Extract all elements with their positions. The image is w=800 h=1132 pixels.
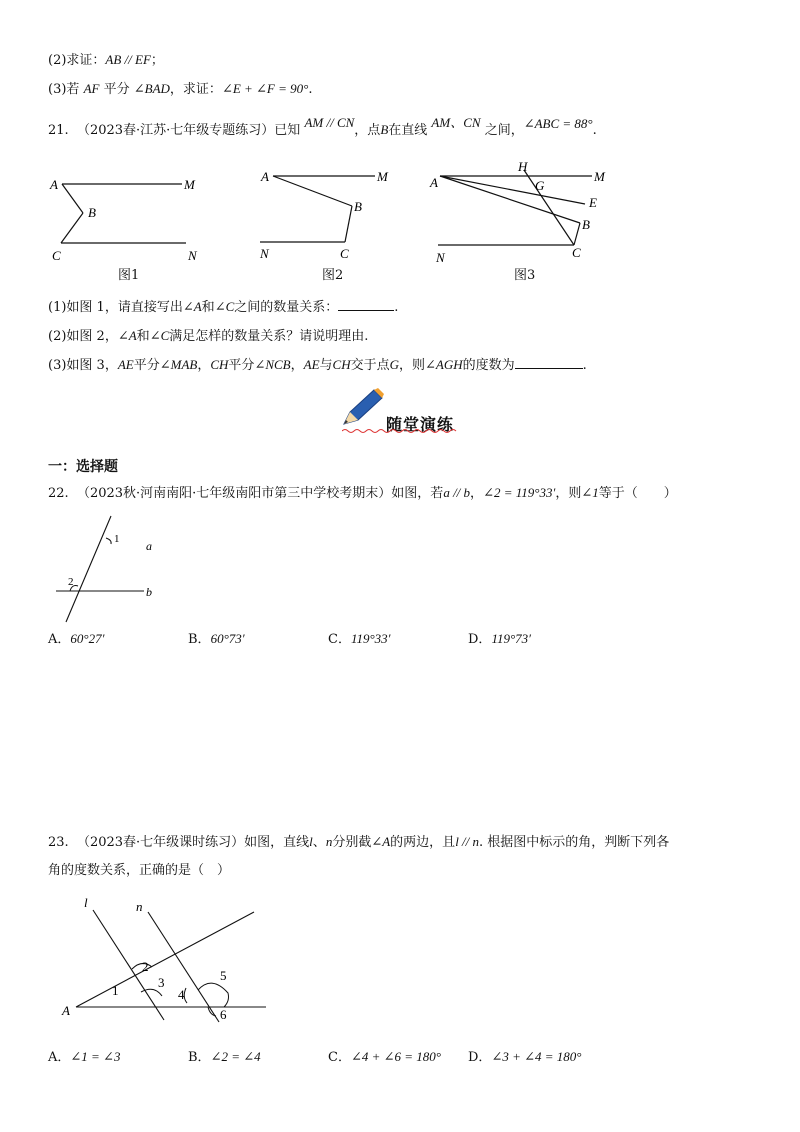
fig3-label-e: E	[589, 195, 597, 210]
q22-label-b: b	[146, 585, 152, 599]
q23-label-2: 2	[142, 959, 149, 974]
fig2-line-bc	[345, 206, 352, 242]
q22-label-2: 2	[68, 576, 74, 588]
fig3-label-m: M	[594, 169, 605, 184]
fig1-label-n: N	[188, 248, 197, 263]
q22-label-1: 1	[114, 533, 120, 545]
q21-sub1-answer-blank	[338, 298, 394, 311]
fig3-label-h: H	[518, 159, 528, 174]
fig3-caption: 图3	[514, 268, 536, 283]
q23-label-a: A	[62, 1003, 70, 1018]
fig2-label-a: A	[261, 169, 269, 184]
fig1-label-b: B	[88, 205, 96, 220]
q22-stem: 22. （2023秋·河南南阳·七年级南阳市第三中学校考期末）如图，若a // b，∠2 = 119°33′，则∠1等于（ ）	[48, 485, 677, 501]
q21-figure-1	[48, 170, 218, 270]
q22-option-a[interactable]: A．60°27′	[48, 631, 105, 647]
q23-option-b[interactable]: B．∠2 = ∠4	[188, 1049, 261, 1065]
fig2-line-ab	[273, 176, 352, 206]
fig2-label-c: C	[340, 246, 349, 261]
fig3-label-g: G	[535, 178, 545, 193]
q22-figure	[48, 510, 178, 625]
fig3-line-bc	[574, 223, 580, 245]
q21-stem: 21. （2023春·江苏·七年级专题练习）已知 AM // CN，点B在直线 AM、CN 之间，∠ABC = 88°.	[48, 115, 597, 138]
q23-line-n	[148, 912, 219, 1022]
q20-part2: (2)求证：AB // EF；	[48, 52, 164, 68]
q22-option-b[interactable]: B．60°73′	[188, 631, 245, 647]
q22-transversal	[66, 516, 111, 622]
q23-stem-line1: 23. （2023春·七年级课时练习）如图，直线l、n分别截∠A的两边，且l // n. 根据图中标示的角，判断下列各	[48, 834, 670, 850]
q23-label-4: 4	[178, 987, 185, 1002]
banner-title: 随堂演练	[386, 415, 455, 434]
fig1-label-m: M	[184, 177, 195, 192]
q23-label-1: 1	[112, 983, 119, 998]
q23-label-3: 3	[158, 975, 165, 990]
fig1-caption: 图1	[118, 268, 140, 283]
q21-sub3-answer-blank	[515, 356, 583, 369]
q22-option-c[interactable]: C．119°33′	[328, 631, 391, 647]
q20-part3: (3)若 AF 平分 ∠BAD，求证：∠E + ∠F = 90°.	[48, 81, 313, 97]
q23-label-5: 5	[220, 968, 227, 983]
q23-option-c[interactable]: C．∠4 + ∠6 = 180°	[328, 1049, 441, 1065]
fig1-label-c: C	[52, 248, 61, 263]
q21-sub3: (3)如图 3，AE平分∠MAB，CH平分∠NCB，AE与CH交于点G，则∠AGH的度数为 .	[48, 357, 587, 373]
fig3-label-c: C	[572, 245, 581, 260]
fig2-label-b: B	[354, 199, 362, 214]
q23-label-l: l	[84, 895, 88, 910]
q23-option-d[interactable]: D．∠3 + ∠4 = 180°	[468, 1049, 582, 1065]
banner-underline	[342, 428, 460, 434]
q21-figure-3	[428, 156, 618, 266]
fig1-line-ab	[62, 184, 83, 213]
q21-figure-2	[255, 164, 405, 264]
q21-sub2: (2)如图 2，∠A和∠C满足怎样的数量关系？请说明理由.	[48, 328, 369, 344]
fig3-label-a: A	[430, 175, 438, 190]
fig1-line-bc	[61, 213, 83, 243]
q23-label-6: 6	[220, 1007, 227, 1022]
fig3-line-hc	[524, 170, 574, 245]
q23-option-a[interactable]: A．∠1 = ∠3	[48, 1049, 121, 1065]
fig3-label-n: N	[436, 250, 445, 265]
q21-sub1: (1)如图 1，请直接写出∠A和∠C之间的数量关系： .	[48, 299, 399, 315]
section-title-choice: 一：选择题	[48, 459, 118, 475]
pencil-icon	[338, 386, 386, 430]
q22-label-a: a	[146, 539, 152, 553]
q23-line-l	[93, 910, 164, 1020]
q23-stem-line2: 角的度数关系，正确的是（ ）	[48, 863, 231, 878]
fig2-caption: 图2	[322, 268, 344, 283]
fig2-label-m: M	[377, 169, 388, 184]
fig3-label-b: B	[582, 217, 590, 232]
q23-figure	[48, 895, 278, 1030]
fig1-label-a: A	[50, 177, 58, 192]
q23-label-n: n	[136, 899, 143, 914]
q22-option-d[interactable]: D．119°73′	[468, 631, 532, 647]
fig2-label-n: N	[260, 246, 269, 261]
